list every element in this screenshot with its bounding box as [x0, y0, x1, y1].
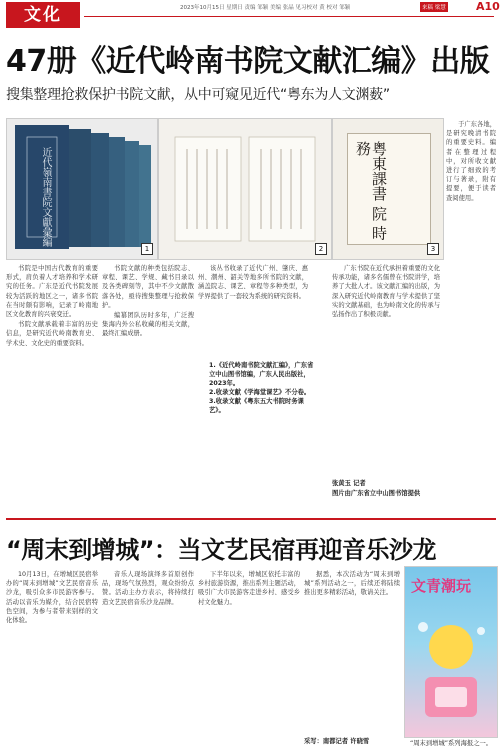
article-divider	[6, 518, 496, 520]
paragraph: 音乐人现场演绎多首原创作品，现场气氛热烈，观众纷纷点赞。活动主办方表示，将持续打造文艺民宿音乐沙龙品牌。	[102, 571, 194, 606]
header-info: 2023年10月15日 星期日 责编 邹颖 美编 张晶 见习校对 黄 校对 邹颖	[180, 5, 351, 11]
paragraph: 编纂团队历时多年，广泛搜集海内外公私收藏的相关文献，最终汇编成册。	[102, 312, 194, 338]
photo-number: 1	[141, 243, 153, 255]
caption-text: 1.《近代岭南书院文献汇编》，广东省立中山图书馆编，广东人民出版社，2023年。 2.收录文献《学海堂课艺》不分卷。 3.收录文献《粤东五大书院时务课艺》。	[209, 362, 314, 414]
paragraph: 书院文献承载着丰富的历史信息，是研究近代岭南教育史、学术史、文化史的重要资料。	[6, 321, 98, 347]
headline-2: “周末到增城”：当文艺民宿再迎音乐沙龙	[6, 536, 437, 564]
pages-illustration	[159, 119, 331, 259]
paragraph: 书院是中国古代教育的重要形式，肩负着人才培养和学术研究的任务。广东是近代书院发展较为活跃的地区之一，诸多书院在当时颇有影响，记录了岭南地区文化教育的兴衰变迁。	[6, 265, 98, 319]
calligraphy-text: 粤東課書 院 時務	[354, 141, 388, 241]
poster-title: 文青潮玩	[411, 577, 472, 595]
text-column-5	[332, 264, 440, 450]
byline: 张黄玉 记者	[332, 480, 366, 487]
subheadline: 搜集整理抢救保护书院文献，从中可窥见近代“粤东为人文渊薮”	[6, 87, 390, 103]
books-illustration	[7, 119, 157, 259]
text-column-8	[198, 570, 300, 746]
photo-credit: 图片由广东省立中山图书馆提供	[332, 490, 421, 497]
text-column-6	[6, 570, 98, 746]
photo-caption-box	[206, 358, 320, 418]
page-number: A10	[476, 0, 500, 13]
byline-2: 采写：南都记者 许晓雪	[304, 738, 370, 745]
event-poster	[404, 566, 498, 738]
paragraph: 10月13日，在增城区民宿举办的“周末到增城”文艺民宿音乐沙龙，吸引众多市民游客参与。活动以音乐为媒介，结合民宿特色空间，为参与者带来别样的文化体验。	[6, 571, 98, 625]
photo-books	[6, 118, 158, 260]
photo-pages	[158, 118, 332, 260]
section-tag: 文化	[6, 2, 80, 28]
text-column-1	[6, 264, 98, 450]
text-column-4	[446, 120, 496, 460]
text-column-2	[102, 264, 194, 450]
text-column-7	[102, 570, 194, 746]
header-editor-badge: 来稿 梁慧	[420, 2, 448, 12]
paragraph: 该丛书收录了近代广州、肇庆、惠州、潮州、韶关等地多所书院的文献，涵盖院志、课艺、章程等多种类型，为学界提供了一套较为系统的研究资料。	[198, 265, 308, 300]
photo-calligraphy	[332, 118, 444, 260]
poster-illustration	[405, 607, 497, 737]
poster-caption: “周末到增城”系列海报之一。	[410, 740, 493, 747]
text-column-9	[304, 570, 400, 746]
text-column-3	[198, 264, 308, 450]
book-spine-title: 近代嶺南書院文獻彙編	[40, 147, 51, 247]
header-rule	[84, 16, 494, 17]
headline: 47册《近代岭南书院文献汇编》出版	[6, 44, 490, 79]
paragraph: 广东书院在近代承担着重要的文化传承功能，诸多名儒曾在书院讲学，培养了大批人才。该文献汇编的出版，为深入研究近代岭南教育与学术提供了坚实的文献基础，也为岭南文化的传承与弘扬作出了积极贡献。	[332, 265, 440, 319]
paragraph: 于广东各地，是研究晚清书院的重要史料。编者在整理过程中，对所收文献进行了细致的考订与著录，附有提要，便于读者查阅使用。	[446, 121, 496, 202]
paragraph: 书院文献的种类包括院志、章程、课艺、学规、藏书目录以及各类碑刻等，其中不少文献散落各处，亟待搜集整理与抢救保护。	[102, 265, 194, 309]
paragraph: 下半年以来，增城区依托丰富的乡村旅游资源，推出系列主题活动，吸引广大市民游客走进乡村、感受乡村文化魅力。	[198, 571, 300, 606]
photo-number: 2	[315, 243, 327, 255]
photo-number: 3	[427, 243, 439, 255]
paragraph: 据悉，本次活动为“周末到增城”系列活动之一，后续还将陆续推出更多精彩活动，敬请关注。	[304, 571, 400, 597]
